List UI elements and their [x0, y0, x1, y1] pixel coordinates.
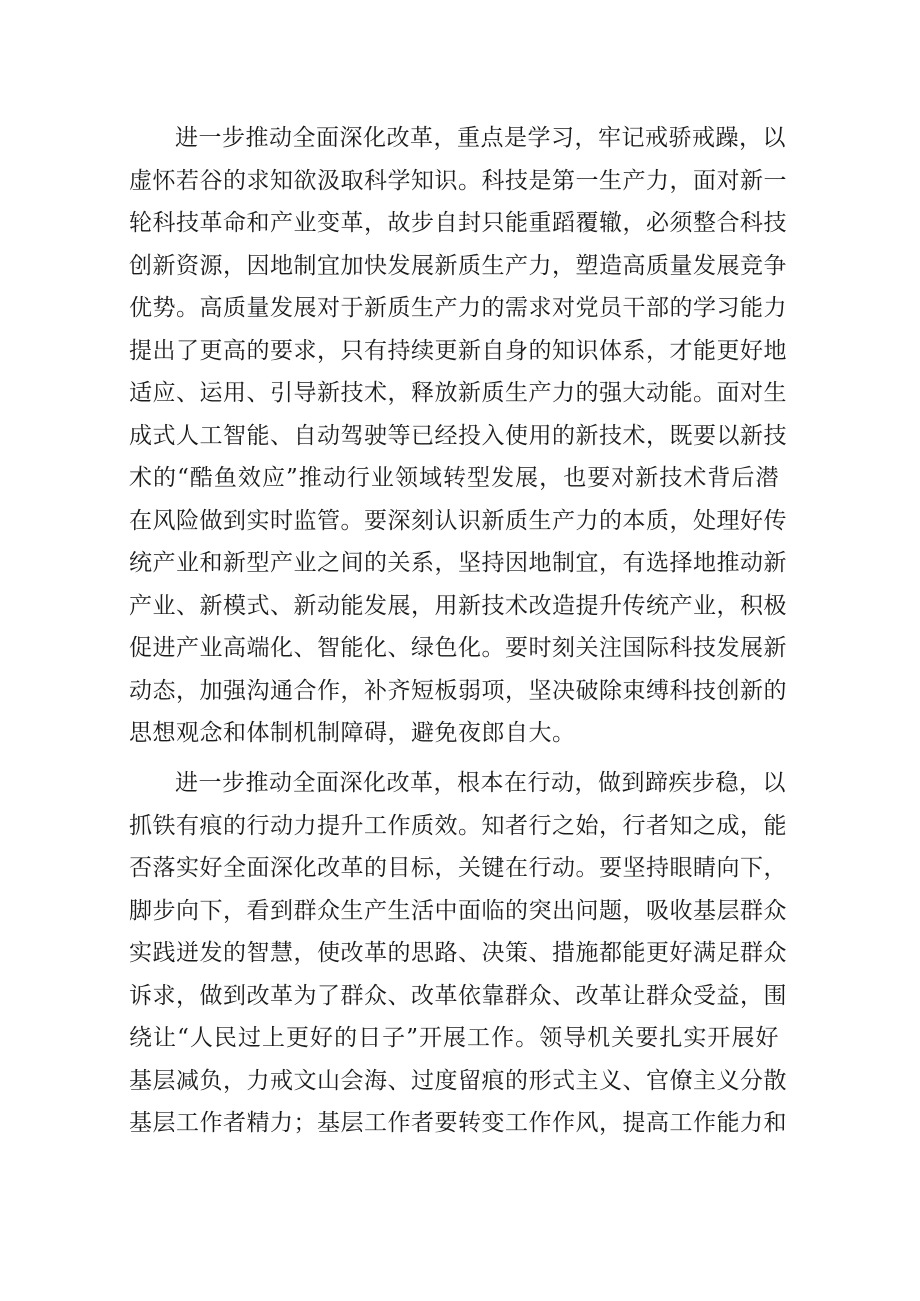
text-line: 创新资源，因地制宜加快发展新质生产力，塑造高质量发展竞争: [129, 252, 787, 279]
text-line: 成式人工智能、自动驾驶等已经投入使用的新技术，既要以新技: [129, 422, 787, 449]
text-line: 统产业和新型产业之间的关系，坚持因地制宜，有选择地推动新: [129, 550, 787, 576]
text-line: 提出了更高的要求，只有持续更新自身的知识体系，才能更好地: [129, 337, 787, 364]
text-line: 动态，加强沟通合作，补齐短板弱项，坚决破除束缚科技创新的: [129, 677, 787, 704]
text-line: 否落实好全面深化改革的目标，关键在行动。要坚持眼睛向下，: [129, 855, 787, 881]
text-line: 术的“酷鱼效应”推动行业领域转型发展，也要对新技术背后潜: [129, 465, 779, 491]
text-line: 适应、运用、引导新技术，释放新质生产力的强大动能。面对生: [129, 380, 787, 406]
paragraph-2: [129, 762, 787, 1145]
text-line: 在风险做到实时监管。要深刻认识新质生产力的本质，处理好传: [129, 507, 787, 534]
text-line: 促进产业高端化、智能化、绿色化。要时刻关注国际科技发展新: [129, 635, 787, 661]
text-line: 虚怀若谷的求知欲汲取科学知识。科技是第一生产力，面对新一: [129, 167, 787, 194]
text-line: 产业、新模式、新动能发展，用新技术改造提升传统产业，积极: [129, 592, 787, 619]
text-line: 脚步向下，看到群众生产生活中面临的突出问题，吸收基层群众: [129, 897, 787, 924]
text-line: 抓铁有痕的行动力提升工作质效。知者行之始，行者知之成，能: [129, 812, 787, 839]
text-line: 轮科技革命和产业变革，故步自封只能重蹈覆辙，必须整合科技: [129, 210, 787, 236]
text-line: 基层工作者精力；基层工作者要转变工作作风，提高工作能力和: [129, 1110, 787, 1136]
paragraph-1: [129, 117, 787, 755]
text-line: 基层减负，力戒文山会海、过度留痕的形式主义、官僚主义分散: [129, 1067, 787, 1094]
text-line: 绕让“人民过上更好的日子”开展工作。领导机关要扎实开展好: [129, 1025, 779, 1051]
text-line: 进一步推动全面深化改革，根本在行动，做到蹄疾步稳，以: [175, 770, 786, 796]
text-line: 进一步推动全面深化改革，重点是学习，牢记戒骄戒躁，以: [175, 125, 786, 151]
text-line: 实践迸发的智慧，使改革的思路、决策、措施都能更好满足群众: [129, 940, 787, 966]
text-line: 思想观念和体制机制障碍，避免夜郎自大。: [129, 720, 576, 746]
text-line: 诉求，做到改革为了群众、改革依靠群众、改革让群众受益，围: [129, 982, 787, 1009]
text-line: 优势。高质量发展对于新质生产力的需求对党员干部的学习能力: [129, 295, 787, 321]
